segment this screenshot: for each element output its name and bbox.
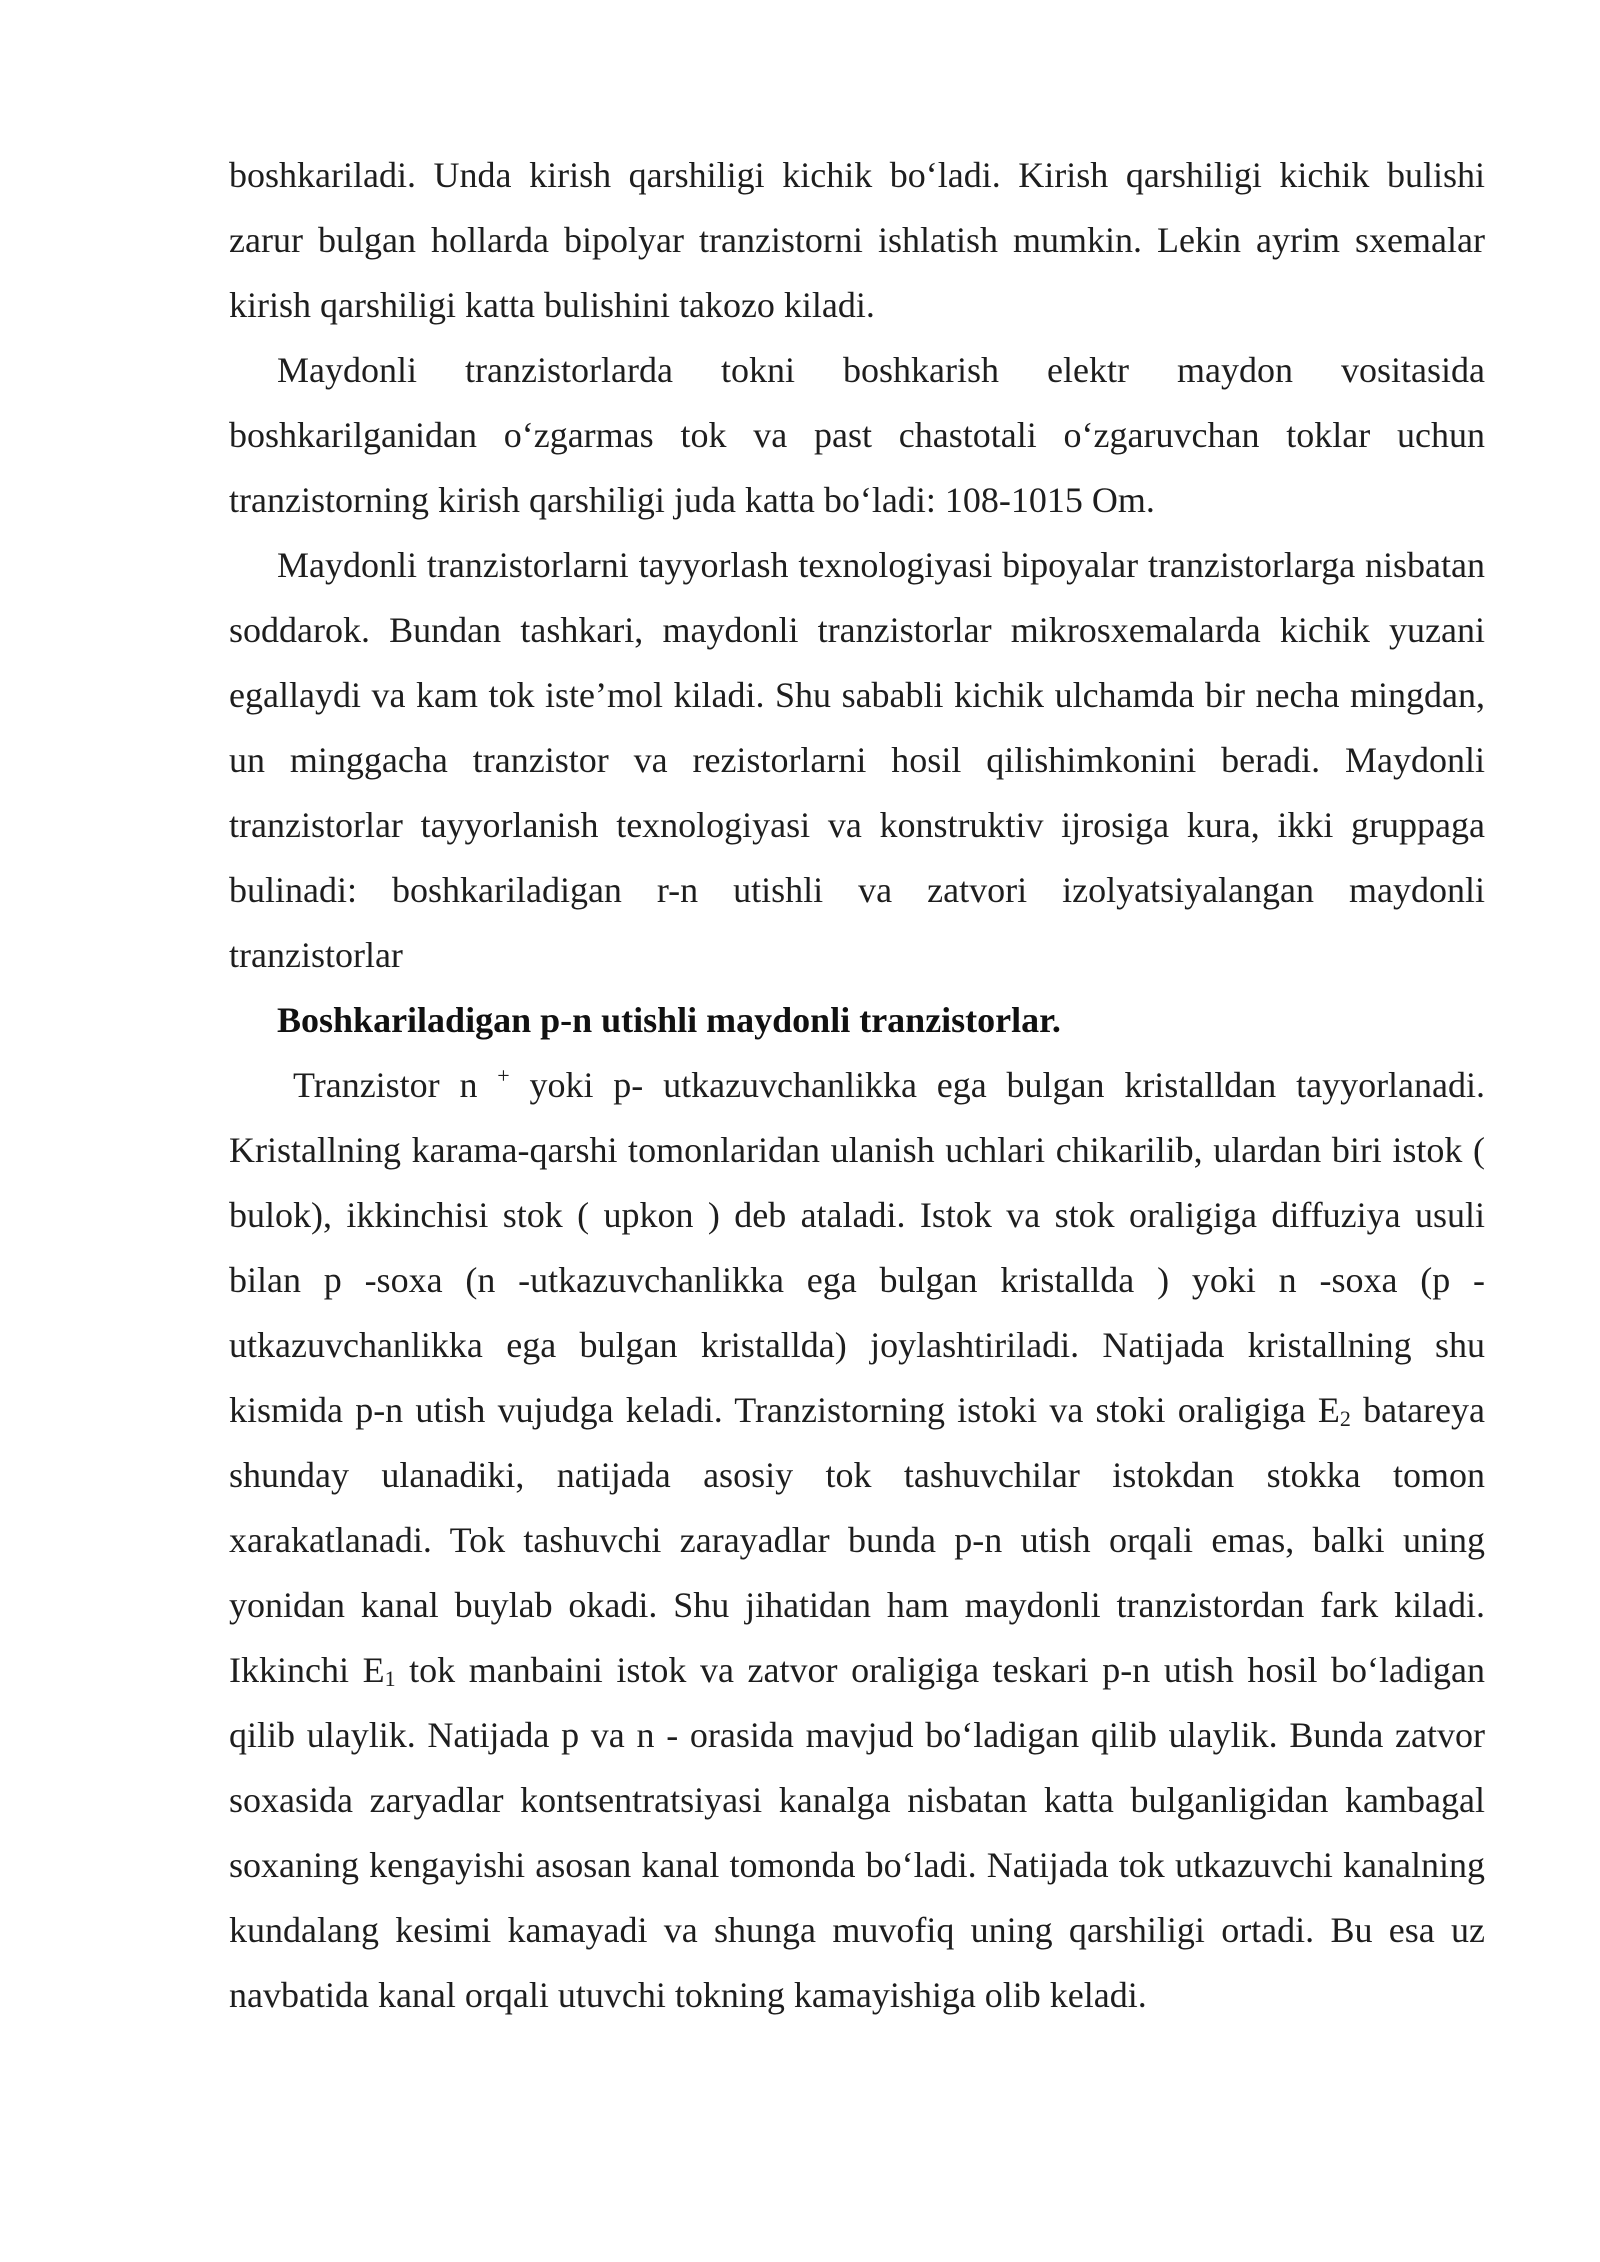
- superscript-plus: +: [497, 1063, 510, 1088]
- paragraph-4-text-2: yoki p- utkazuvchanlikka ega bulgan kristalldan tayyorlanadi. Kristallning karama-qarshi tomonlaridan ulanish uchlari chikarilib, ulardan biri istok ( bulok), ikkinchisi stok ( upkon ) deb ataladi. Istok va stok oraligiga diffuziya usuli bilan p -soxa (n -utkazuvchanlikka ega bulgan kristallda ) yoki n -soxa (p -utkazuvchanlikka ega bulgan kristallda) joylashtiriladi. Natijada kristallning shu kismida p-n utish vujudga keladi. Tranzistorning istoki va stoki oraligiga E: [229, 1065, 1486, 1430]
- paragraph-4-text-3: batareya shunday ulanadiki, natijada asosiy tok tashuvchilar istokdan stokka tomon xarakatlanadi. Tok tashuvchi zarayadlar bunda p-n utish orqali emas, balki uning yonidan kanal buylab okadi. Shu jihatidan ham maydonli tranzistordan fark kiladi. Ikkinchi E: [229, 1390, 1485, 1690]
- paragraph-4: [229, 1053, 1485, 2028]
- paragraph-3: Maydonli tranzistorlarni tayyorlash texnologiyasi bipoyalar tranzistorlarga nisbatan soddarok. Bundan tashkari, maydonli tranzistorlar mikrosxemalarda kichik yuzani egallaydi va kam tok iste’mol kiladi. Shu sababli kichik ulchamda bir necha mingdan, un minggacha tranzistor va rezistorlarni hosil qilishimkonini beradi. Maydonli tranzistorlar tayyorlanish texnologiyasi va konstruktiv ijrosiga kura, ikki gruppaga bulinadi: boshkariladigan r-n utishli va zatvori izolyatsiyalangan maydonli tranzistorlar: [229, 545, 1485, 975]
- subscript-1: 1: [384, 1666, 396, 1691]
- paragraph-4-text-4: tok manbaini istok va zatvor oraligiga teskari p-n utish hosil bo‘ladigan qilib ulaylik. Natijada p va n - orasida mavjud bo‘ladigan qilib ulaylik. Bunda zatvor soxasida zaryadlar kontsentratsiyasi kanalga nisbatan katta bulganligidan kambagal soxaning kengayishi asosan kanal tomonda bo‘ladi. Natijada tok utkazuvchi kanalning kundalang kesimi kamayadi va shunga muvofiq uning qarshiligi ortadi. Bu esa uz navbatida kanal orqali utuvchi tokning kamayishiga olib keladi.: [229, 1650, 1486, 2015]
- subscript-2: 2: [1339, 1406, 1351, 1431]
- paragraph-2: Maydonli tranzistorlarda tokni boshkarish elektr maydon vositasida boshkarilganidan o‘zgarmas tok va past chastotali o‘zgaruvchan toklar uchun tranzistorning kirish qarshiligi juda katta bo‘ladi: 108-1015 Om.: [229, 350, 1485, 520]
- section-heading: Boshkariladigan p-n utishli maydonli tranzistorlar.: [277, 1000, 1061, 1040]
- paragraph-4-text-1: Tranzistor n: [293, 1065, 498, 1105]
- paragraph-1: boshkariladi. Unda kirish qarshiligi kichik bo‘ladi. Kirish qarshiligi kichik bulishi zarur bulgan hollarda bipolyar tranzistorni ishlatish mumkin. Lekin ayrim sxemalar kirish qarshiligi katta bulishini takozo kiladi.: [229, 155, 1485, 325]
- document-page: [229, 143, 1485, 2028]
